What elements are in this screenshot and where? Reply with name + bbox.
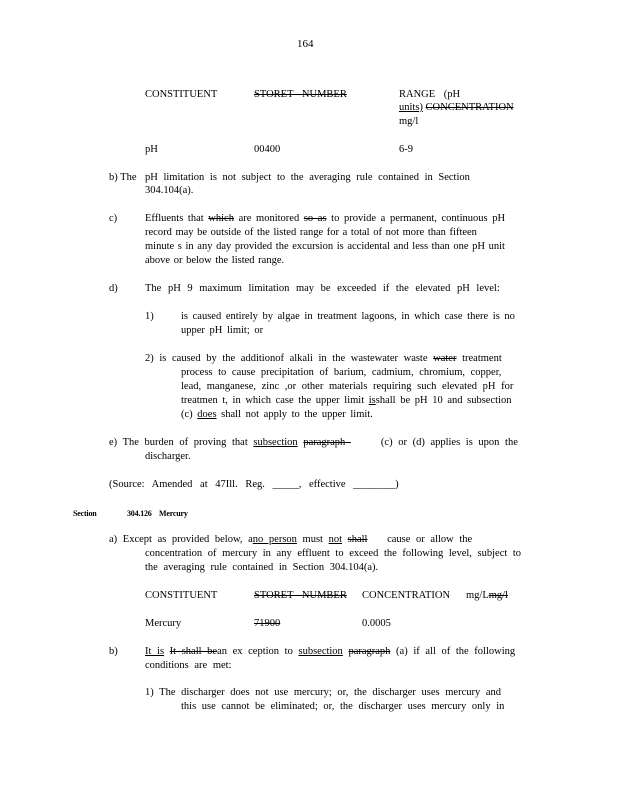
table1-header-constituent: CONSTITUENT	[145, 89, 218, 100]
para-a-label: a) Except	[109, 534, 152, 545]
para-c-label: c)	[109, 213, 118, 224]
para-b2-underlined1: It is	[145, 646, 165, 657]
table2-header-unit	[466, 589, 508, 602]
para-c-struck2: so as	[303, 213, 327, 224]
para-b2-line2: conditions are met:	[145, 660, 232, 671]
item-d2-line2: process to cause precipitation of barium, cadmium, chromium, copper,	[181, 367, 502, 378]
para-c-line3: minute s in any day provided the excursion is accidental and less than one pH unit	[145, 241, 505, 252]
para-c-line2: record may be outside of the listed range for a total of not more than fifteen	[145, 227, 477, 238]
item-d1-label: 1)	[145, 311, 154, 322]
para-a-underlined2: not	[328, 534, 342, 545]
table1-header-concentration-struck: CONCENTRATION	[425, 102, 514, 113]
item-d2-line1	[145, 352, 502, 365]
para-e-line2: discharger.	[145, 451, 191, 462]
para-e-strike-gap	[345, 436, 375, 449]
table2-header-unit-new: mg/L	[466, 590, 489, 601]
item-d2-struck1: water	[433, 353, 457, 364]
para-b2-underlined2: subsection	[298, 646, 343, 657]
para-a-line2: concentration of mercury in any effluent to exceed the following level, subject to	[145, 548, 522, 559]
para-c-line1	[145, 212, 505, 225]
table2-header-constituent: CONSTITUENT	[145, 590, 218, 601]
para-a-line3: the averaging rule contained in Section 304.104(a).	[145, 562, 379, 573]
item-b1-line2: this use cannot be eliminated; or, the discharger uses mercury only in	[181, 701, 505, 712]
source-mid: , effective	[298, 479, 346, 490]
item-b1-label: 1) The	[145, 687, 176, 698]
item-d2-line5a: (c)	[181, 409, 193, 420]
table1-cell-range: 6-9	[399, 144, 413, 155]
para-b2-text2: (a) if all of the following	[396, 646, 516, 657]
para-b2-struck1: It shall be	[169, 646, 218, 657]
para-b-label: b) The	[109, 172, 137, 183]
para-c-line4: above or below the listed range.	[145, 255, 285, 266]
para-b2-text1: an ex ception to	[217, 646, 293, 657]
item-d2-line5-underlined: does	[197, 409, 217, 420]
table1-header-range: RANGE (pH	[399, 89, 461, 100]
para-b2-struck2: paragraph	[348, 646, 391, 657]
item-d2-line4	[181, 394, 511, 407]
source-note	[109, 478, 399, 491]
item-d1-line1: is caused entirely by algae in treatment lagoons, in which case there is no	[181, 311, 515, 322]
para-d-text: The pH 9 maximum limitation may be exceeded if the elevated pH level:	[145, 283, 500, 294]
item-d2-line3: lead, manganese, zinc ,or other materials requiring such elevated pH for	[181, 381, 514, 392]
source-close: )	[395, 479, 399, 490]
para-a-struck1: shall	[347, 534, 368, 545]
item-d2-line4b: shall be pH 10 and subsection	[375, 395, 512, 406]
table1-cell-constituent: pH	[145, 144, 158, 155]
para-e-underlined1: subsection	[253, 437, 298, 448]
table2-cell-storet: 71900	[254, 618, 281, 629]
table2-cell-constituent: Mercury	[145, 618, 182, 629]
para-a-line1	[109, 533, 472, 546]
section-number: 304.126	[127, 509, 152, 518]
table2-header-concentration: CONCENTRATION	[362, 590, 451, 601]
para-c-text1: Effluents that	[145, 213, 204, 224]
table2-header-storet: STORET NUMBER	[254, 590, 347, 601]
para-a-text2: must	[302, 534, 323, 545]
table2-cell-concentration: 0.0005	[362, 618, 391, 629]
para-b2-line1	[145, 645, 515, 658]
para-a-underlined1: no person	[252, 534, 297, 545]
item-d2-label: 2) is caused	[145, 353, 201, 364]
item-b1-line1	[145, 686, 501, 699]
table2-header-unit-struck: mg/l	[488, 590, 509, 601]
source-blank2: ________	[353, 479, 396, 490]
para-c-text3: to provide a permanent, continuous pH	[331, 213, 506, 224]
table1-header-storet: STORET NUMBER	[254, 89, 347, 100]
para-e-text2: (c) or (d) applies is upon the	[380, 437, 518, 448]
table1-cell-storet: 00400	[254, 144, 281, 155]
table1-header-units	[399, 101, 514, 114]
item-d1-line2: upper pH limit; or	[181, 325, 264, 336]
para-a-text1: as provided below, a	[157, 534, 253, 545]
para-e-struck1: paragraph	[303, 437, 346, 448]
source-text: (Source: Amended at 47Ill. Reg.	[109, 479, 265, 490]
item-b1-text1: discharger does not use mercury; or, the discharger uses mercury and	[181, 687, 502, 698]
item-d2-line4a: treatmen t, in which case the upper limit	[181, 395, 365, 406]
para-d-label: d)	[109, 283, 118, 294]
table1-header-mgl: mg/l	[399, 116, 419, 127]
section-title: Mercury	[159, 509, 188, 518]
para-c-struck1: which	[208, 213, 234, 224]
para-b-line2: 304.104(a).	[145, 185, 194, 196]
item-d2-line4-underlined: is	[368, 395, 376, 406]
para-e-text1: burden of proving that	[144, 437, 248, 448]
para-e-label: e) The	[109, 437, 139, 448]
para-b2-label: b)	[109, 646, 118, 657]
section-label: Section	[73, 509, 97, 518]
para-a-text3: cause or allow the	[387, 534, 473, 545]
item-d2-line5	[181, 408, 373, 421]
para-b-line1: pH limitation is not subject to the averaging rule contained in Section	[145, 172, 470, 183]
item-d2-text2: treatment	[462, 353, 502, 364]
table1-header-units-underlined: units)	[399, 102, 423, 113]
para-c-text2: are monitored	[238, 213, 300, 224]
item-d2-text1: by the additionof alkali in the wastewater waste	[206, 353, 428, 364]
source-blank1: _____	[272, 479, 299, 490]
page-number: 164	[297, 38, 314, 50]
para-e-line1	[109, 436, 518, 449]
item-d2-line5b: shall not apply to the upper limit.	[221, 409, 373, 420]
